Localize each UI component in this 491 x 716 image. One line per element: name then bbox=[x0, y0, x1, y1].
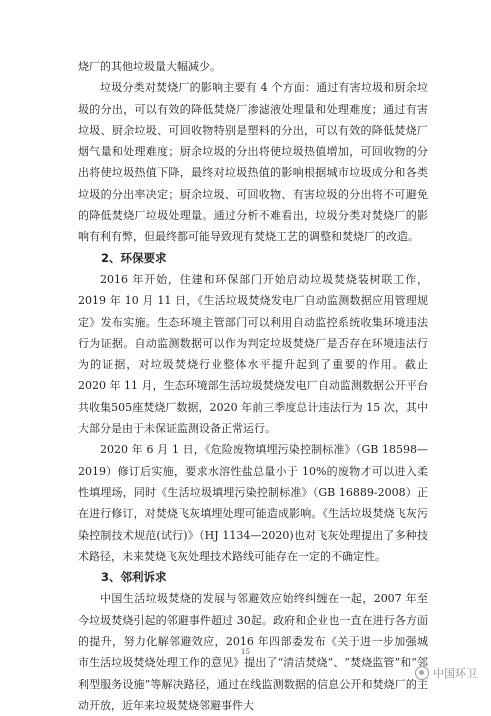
watermark bbox=[415, 665, 477, 681]
paragraph-monitoring: 2016 年开始，住建和环保部门开始启动垃圾焚烧装树联工作，2019 年 10 月 11 日，《生活垃圾焚烧发电厂自动监测数据应用管理规定》发布实施。生态环境主管部门可以利用自动监控系统收集环境违法行为证据。自动监测数据可以作为判定垃圾焚烧厂是否存在环境违法行为的证据，对垃圾焚烧行业整体水平提升起到了重要的作用。截止 2020 年 11 月，生态环境部生活垃圾焚烧发电厂自动监测数据公开平台共收集505座焚烧厂数据，2020 年前三季度总计违法行为 15 次，其中大部分是由于未保证监测设备正常运行。 bbox=[78, 272, 428, 436]
page-number: 15 bbox=[241, 648, 250, 656]
section-heading-nimby: 3、邻利诉求 bbox=[101, 570, 167, 585]
document-body bbox=[78, 56, 428, 716]
section-heading-environmental: 2、环保要求 bbox=[101, 250, 167, 265]
paragraph-continuation: 烧厂的其他垃圾量大幅减少。 bbox=[78, 60, 221, 73]
paragraph-fly-ash-standards: 2020 年 6 月 1 日，《危险废物填埋污染控制标准》（GB 18598—2019）修订后实施，要求水溶性盐总量小于 10%的废物才可以进入柔性填埋场，同时《生活垃圾填埋污染控制标准》（GB 16889-2008）正在进行修订，对焚烧飞灰填埋处理可能造成影响。《生活垃圾焚烧飞灰污染控制技术规范(试行)》（HJ 1134—2020)也对飞灰处理提出了多种技术路径，未来焚烧飞灰处理技术路线可能存在一定的不确定性。 bbox=[78, 443, 428, 563]
circle-logo-icon bbox=[415, 666, 429, 680]
watermark-text: 中国环卫 bbox=[433, 667, 477, 680]
paragraph-waste-sorting-impact: 垃圾分类对焚烧厂的影响主要有 4 个方面：通过有害垃圾和厨余垃圾的分出，可以有效的降低焚烧厂渗滤液处理量和处理难度；通过有害垃圾、厨余垃圾、可回收物特别是塑料的分出，可以有效的降低焚烧厂烟气量和处理难度；厨余垃圾的分出将使垃圾热值增加，可回收物的分出将使垃圾热值下降，最终对垃圾热值的影响根据城市垃圾成分和各类垃圾的分出率决定；厨余垃圾、可回收物、有害垃圾的分出将不可避免的降低焚烧厂垃圾处理量。通过分析不难看出，垃圾分类对焚烧厂的影响有利有弊，但最终都可能导致现有焚烧工艺的调整和焚烧厂的改造。 bbox=[78, 81, 428, 244]
paragraph-nimby: 中国生活垃圾焚烧的发展与邻避效应始终纠缠在一起，2007 年至今垃圾焚烧引起的邻避事件超过 30起。政府和企业也一直在进行各方面的提升，努力化解邻避效应，2016 年四部委发布《关于进一步加强城市生活垃圾焚烧处理工作的意见》提出了“清洁焚烧”、“焚烧监管”和“邻利型服务设施”等解决路径，通过在线监测数据的信息公开和焚烧厂的主动开放，近年来垃圾焚烧邻避事件大 bbox=[78, 592, 428, 712]
